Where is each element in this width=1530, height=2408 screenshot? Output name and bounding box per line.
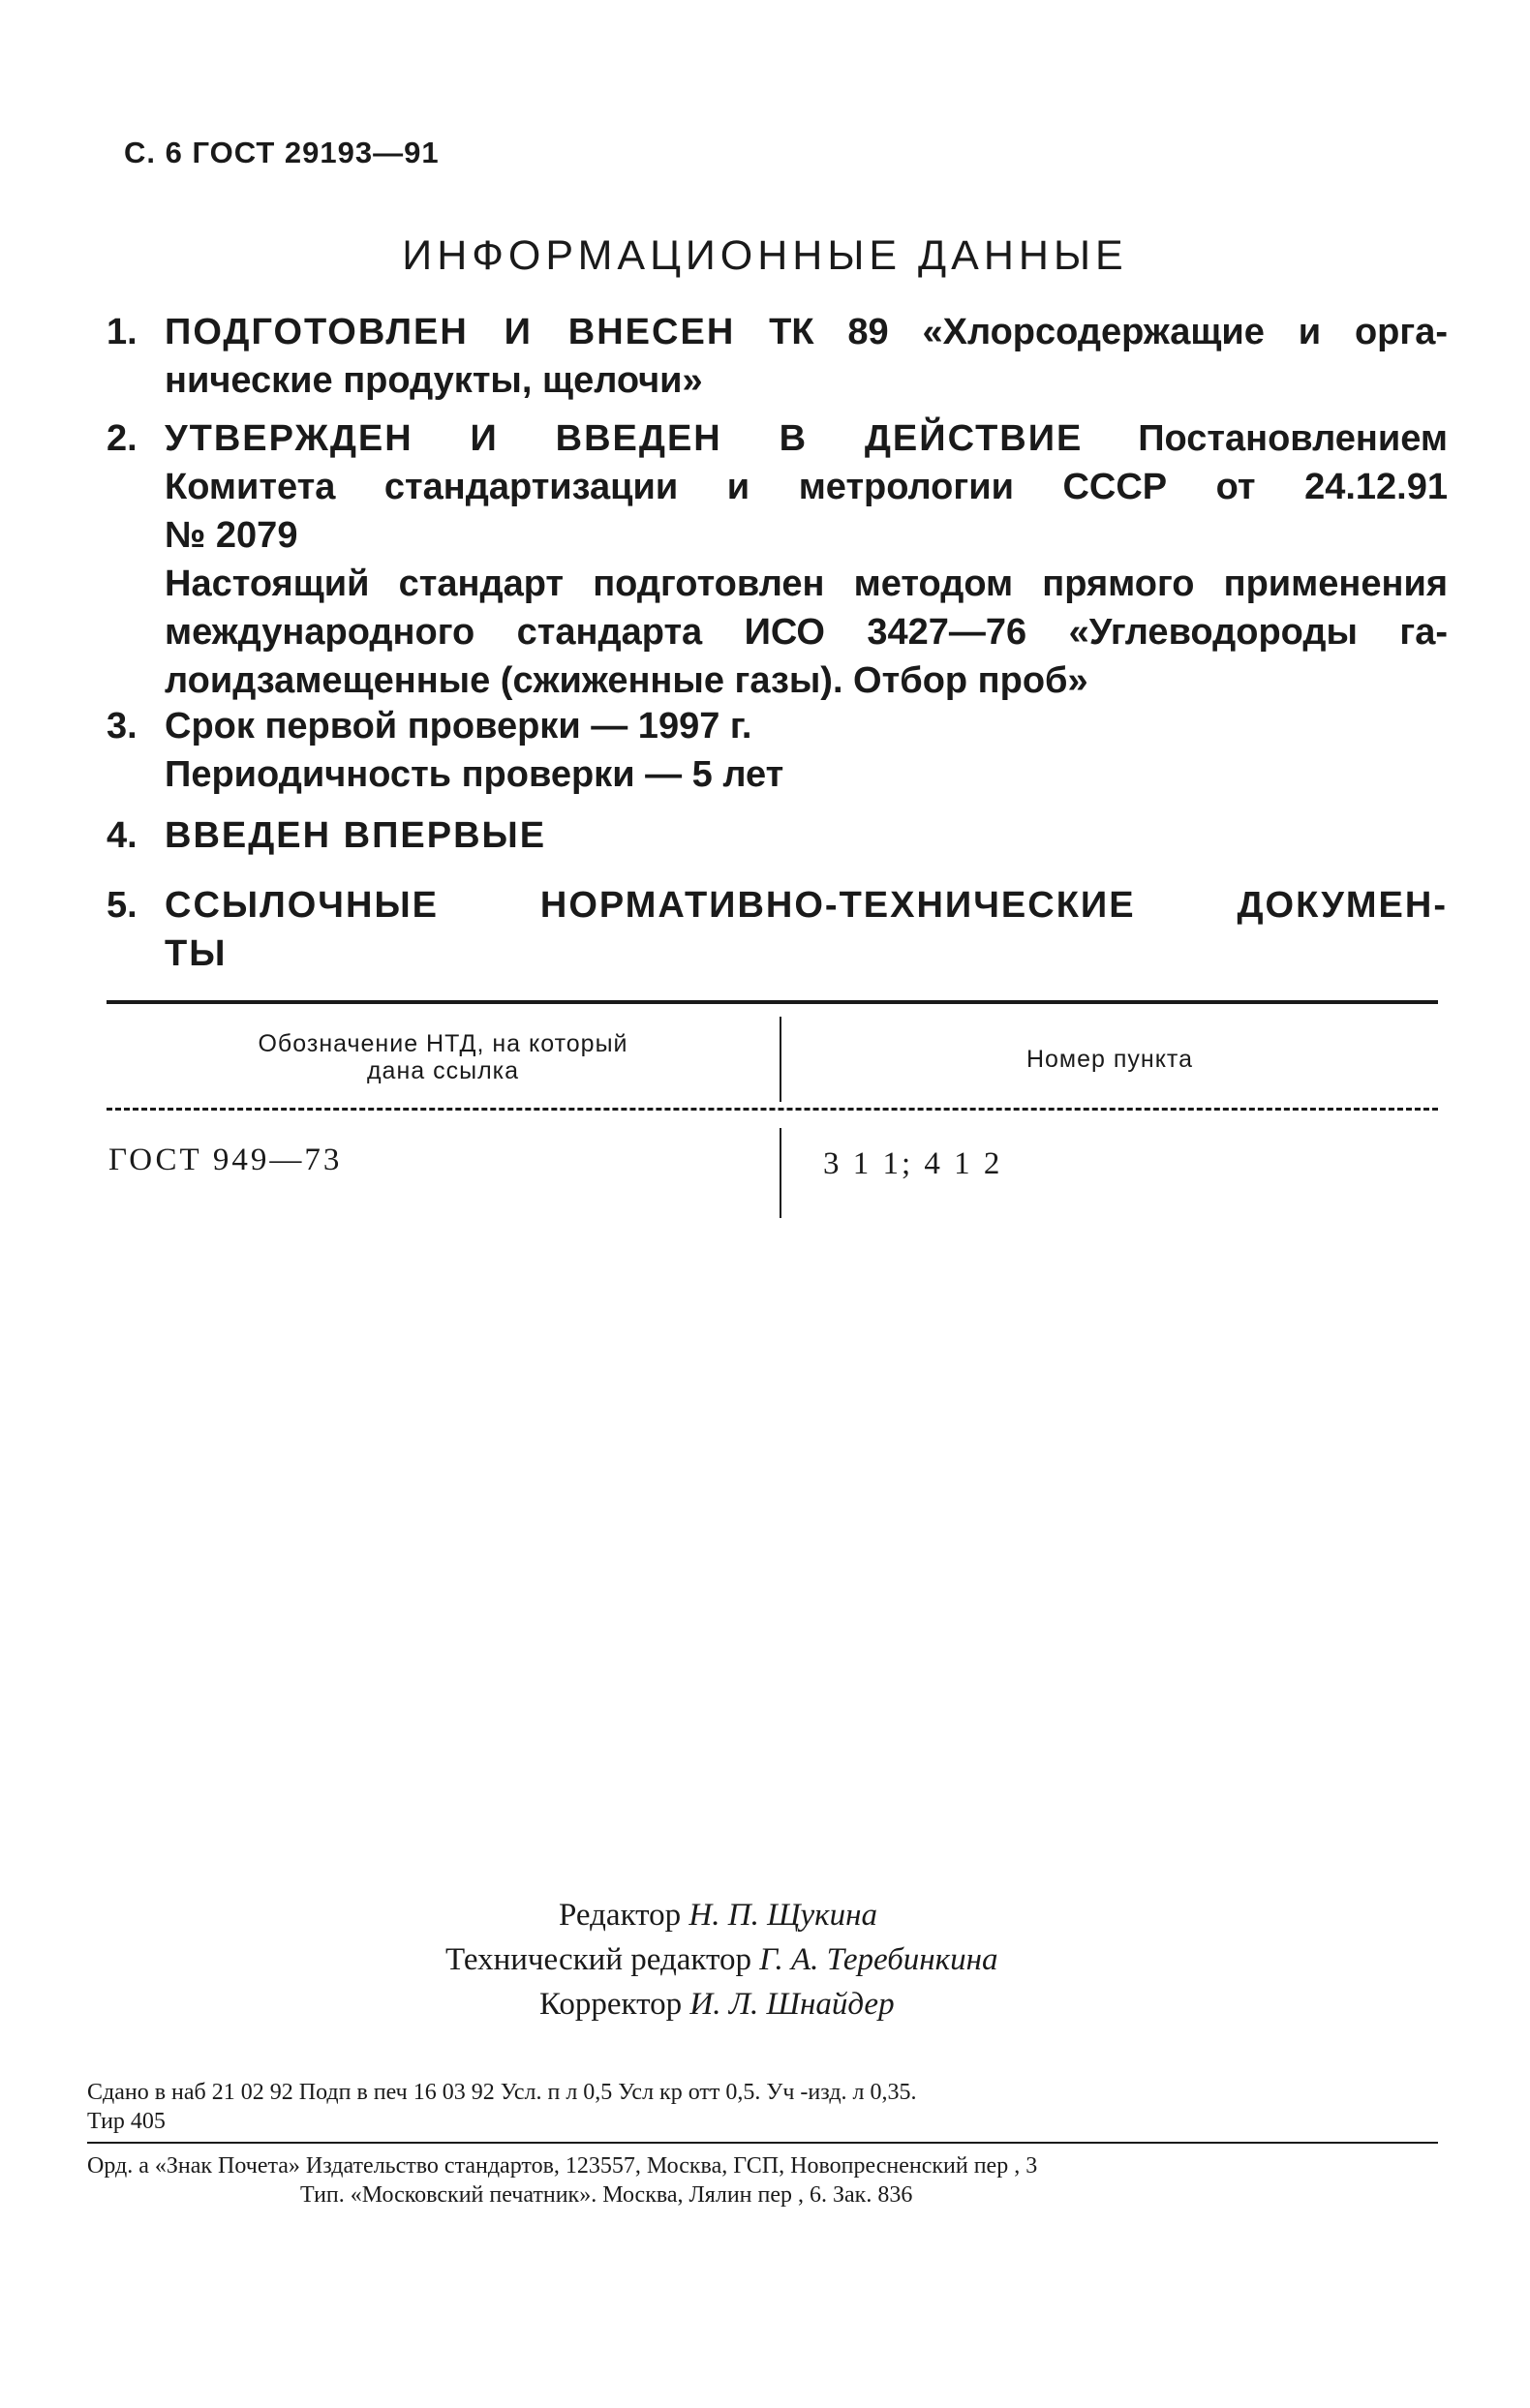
credit-name: Г. А. Теребинкина (759, 1942, 998, 1977)
section-text: № 2079 (165, 515, 298, 556)
table-column-divider (780, 1128, 781, 1218)
imprint-line: Сдано в наб 21 02 92 Подп в печ 16 03 92 Усл. п л 0,5 Усл кр отт 0,5. Уч -изд. л 0,35. (87, 2080, 917, 2105)
section-3 (107, 702, 1448, 799)
section-text: Постановлением (1138, 418, 1448, 459)
section-number: 4. (107, 815, 138, 856)
document-title: ИНФОРМАЦИОННЫЕ ДАННЫЕ (402, 232, 1128, 279)
section-number: 3. (107, 706, 138, 747)
section-text: Периодичность проверки — 5 лет (165, 754, 784, 795)
section-text: лоидзамещенные (сжиженные газы). Отбор проб» (165, 660, 1088, 701)
table-header-clause: Номер пункта (1025, 1046, 1194, 1073)
table-header-text: Обозначение НТД, на который (258, 1030, 628, 1057)
section-4 (107, 811, 1448, 860)
imprint-line: Орд. а «Знак Почета» Издательство стандартов, 123557, Москва, ГСП, Новопресненский пер , 3 (87, 2153, 1038, 2179)
credit-row (445, 1893, 1123, 1937)
page-header: С. 6 ГОСТ 29193—91 (124, 136, 440, 169)
section-heading: ПОДГОТОВЛЕН И ВНЕСЕН (165, 312, 736, 352)
credit-row (445, 1937, 1123, 1982)
section-text: Комитета стандартизации и метрологии СССР от 24.12.91 (165, 467, 1448, 507)
section-text: ТК 89 «Хлорсодержащие и орга- (769, 312, 1448, 352)
imprint-publisher (87, 2151, 1438, 2210)
section-2 (107, 414, 1448, 705)
section-heading: ССЫЛОЧНЫЕ НОРМАТИВНО-ТЕХНИЧЕСКИЕ ДОКУМЕН- (165, 885, 1448, 926)
section-heading: ВВЕДЕН ВПЕРВЫЕ (165, 815, 547, 856)
section-number: 1. (107, 312, 138, 352)
imprint-rule (87, 2142, 1438, 2144)
credit-role: Технический редактор (445, 1942, 751, 1977)
imprint-line: Тир 405 (87, 2109, 166, 2134)
credit-role: Редактор (559, 1898, 682, 1933)
credits-block (445, 1893, 1123, 2027)
section-line (165, 414, 1448, 463)
credit-row (445, 1982, 1123, 2027)
section-number: 2. (107, 418, 138, 459)
imprint-line: Тип. «Московский печатник». Москва, Лялин пер , 6. Зак. 836 (300, 2182, 913, 2208)
table-header-ntd (107, 1030, 780, 1084)
table-cell-clause: 3 1 1; 4 1 2 (823, 1146, 1003, 1181)
section-heading: УТВЕРЖДЕН И ВВЕДЕН В ДЕЙСТВИЕ (165, 418, 1084, 459)
table-top-rule (107, 1000, 1438, 1004)
credit-role: Корректор (539, 1987, 683, 2022)
section-line (165, 308, 1448, 356)
section-1 (107, 308, 1448, 405)
section-heading: ТЫ (165, 933, 228, 974)
credit-name: И. Л. Шнайдер (689, 1987, 895, 2022)
section-5 (107, 881, 1448, 978)
table-cell-ntd: ГОСТ 949—73 (108, 1143, 343, 1177)
imprint-print-data (87, 2078, 1438, 2136)
section-text: Настоящий стандарт подготовлен методом прямого применения (165, 564, 1448, 604)
section-text: Срок первой проверки — 1997 г. (165, 706, 752, 747)
table-header-rule (107, 1108, 1438, 1111)
section-text: нические продукты, щелочи» (165, 360, 703, 401)
section-text: международного стандарта ИСО 3427—76 «Углеводороды га- (165, 612, 1448, 653)
table-header-text: дана ссылка (366, 1057, 520, 1084)
section-number: 5. (107, 885, 138, 926)
credit-name: Н. П. Щукина (688, 1898, 877, 1933)
